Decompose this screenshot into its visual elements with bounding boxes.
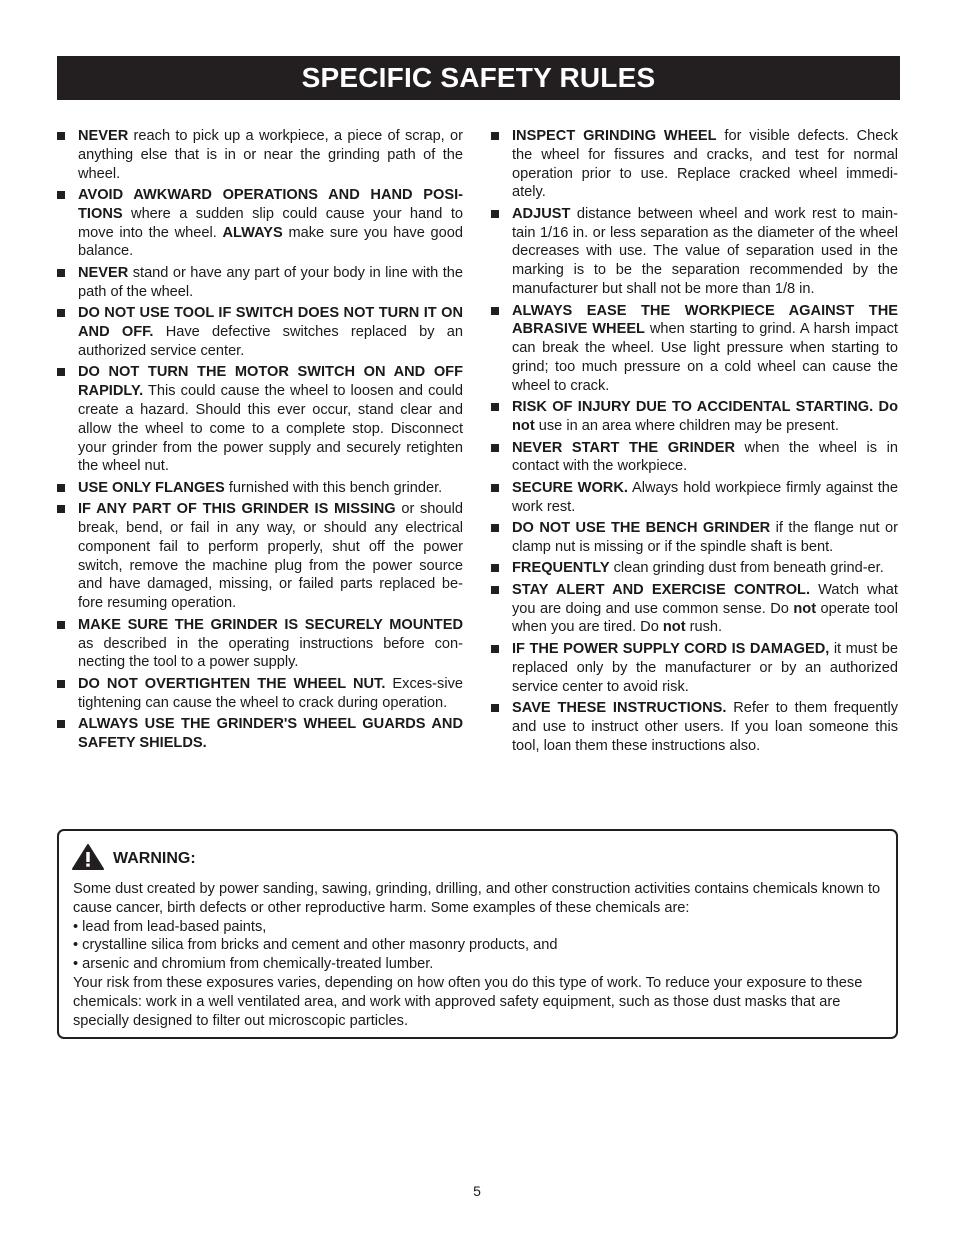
safety-rule-item [491, 640, 898, 696]
warning-item: • arsenic and chromium from chemically-treated lumber. [73, 956, 434, 973]
right-rules-list [491, 127, 898, 755]
square-bullet-icon [491, 704, 499, 712]
square-bullet-icon [491, 484, 499, 492]
safety-rule-item [491, 559, 898, 578]
square-bullet-icon [491, 586, 499, 594]
square-bullet-icon [491, 132, 499, 140]
rule-text: or should break, bend, or fail in any way, or should any electrical component fail to perform properly, shut off the power switch, remove the machine plug from the power source and have damaged, missing, or failed parts replaced be-fore resuming operation. [78, 501, 464, 612]
rule-emphasis: DO NOT OVERTIGHTEN THE WHEEL NUT. [78, 675, 386, 692]
rule-text: if the flange nut or clamp nut is missing or if the spindle shaft is bent. [512, 520, 898, 555]
square-bullet-icon [57, 680, 65, 688]
rule-text: This could cause the wheel to loosen and could create a hazard. Should this ever occur, stand clear and allow the wheel to come to a complete stop. Disconnect your grinder from the power supply and securely retighten the wheel nut. [78, 383, 463, 475]
square-bullet-icon [57, 269, 65, 277]
rule-text: make sure you have good balance. [78, 224, 463, 260]
warning-triangle-icon [71, 843, 105, 871]
safety-rule-item [57, 264, 463, 302]
rule-emphasis: DO NOT USE THE BENCH GRINDER [512, 520, 771, 537]
square-bullet-icon [491, 564, 499, 572]
rule-text: where a sudden slip could cause your hand to move into the wheel. [78, 205, 463, 241]
rule-emphasis: RISK OF INJURY DUE TO ACCIDENTAL STARTING. [512, 399, 874, 416]
rule-text: Always hold workpiece firmly against the work rest. [512, 479, 898, 515]
rule-text: reach to pick up a workpiece, a piece of scrap, or anything else that is in or near the grinding path of the wheel. [78, 128, 463, 182]
rule-text: Have defective switches replaced by an authorized service center. [78, 324, 463, 359]
warning-heading: WARNING: [113, 850, 196, 867]
square-bullet-icon [491, 307, 499, 315]
safety-rule-item [491, 581, 898, 637]
rule-emphasis: not [793, 600, 817, 617]
safety-rule-item [491, 439, 898, 477]
warning-outro: Your risk from these exposures varies, depending on how often you do this type of work. To reduce your exposure to these chemicals: work in a well ventilated area, and work with approved safety equipment, such as those dust masks that are specially designed to filter out microscopic particles. [73, 974, 863, 1029]
rule-text: it must be replaced only by the manufacturer or by an authorized service center to avoid risk. [512, 640, 898, 695]
rule-text: for visible defects. Check the wheel for fissures and cracks, and test for normal operation prior to use. Replace cracked wheel immedi-ately. [512, 128, 898, 201]
rule-text: as described in the operating instructions before con-necting the tool to a power supply. [78, 635, 463, 671]
title-bar [57, 56, 900, 100]
safety-rule-item [57, 616, 463, 672]
rule-text: operate tool when you are tired. Do [512, 600, 898, 636]
safety-rule-item [57, 479, 463, 498]
warning-header [71, 843, 196, 871]
rule-emphasis: USE ONLY FLANGES [78, 479, 225, 496]
safety-rule-item [491, 302, 898, 396]
safety-rule-item [57, 127, 463, 183]
rule-text: clean grinding dust from beneath grind-er. [609, 560, 884, 577]
rule-emphasis: DO NOT TURN THE MOTOR SWITCH ON AND OFF RAPIDLY. [78, 364, 463, 400]
page-title: SPECIFIC SAFETY RULES [301, 62, 656, 93]
safety-rule-item [491, 699, 898, 755]
right-column [491, 127, 898, 758]
rule-text: Exces-sive tightening can cause the wheel to crack during operation. [78, 675, 463, 711]
rule-text: when the wheel is in contact with the workpiece. [512, 439, 898, 475]
safety-rule-item [57, 304, 463, 360]
warning-item: • crystalline silica from bricks and cement and other masonry products, and [73, 937, 558, 954]
rule-text: distance between wheel and work rest to main-tain 1/16 in. or less separation as the diameter of the wheel decreases with use. The value of separation used in the marking is to be the separation recommended by the manufacturer but shall not be more than 1/8 in. [512, 205, 898, 298]
rule-emphasis: Do not [512, 399, 898, 435]
square-bullet-icon [491, 210, 499, 218]
rule-emphasis: ALWAYS [222, 224, 283, 241]
rule-emphasis: ALWAYS EASE THE WORKPIECE AGAINST THE ABRASIVE WHEEL [512, 302, 898, 338]
warning-item: • lead from lead-based paints, [73, 918, 267, 935]
rule-emphasis: MAKE SURE THE GRINDER IS SECURELY MOUNTED [78, 616, 463, 633]
rule-emphasis: AVOID AWKWARD OPERATIONS AND HAND POSI-TIONS [78, 187, 463, 222]
safety-rule-item [491, 398, 898, 436]
square-bullet-icon [57, 132, 65, 140]
warning-intro: Some dust created by power sanding, sawing, grinding, drilling, and other construction activities contains chemicals known to cause cancer, birth defects or other reproductive harm. Some examples of these chemicals are: [73, 881, 881, 916]
warning-body [73, 880, 888, 1030]
rule-text: use in an area where children may be present. [534, 418, 839, 435]
rule-emphasis: SAVE THESE INSTRUCTIONS. [512, 699, 727, 716]
square-bullet-icon [57, 191, 65, 199]
square-bullet-icon [491, 645, 499, 653]
safety-rule-item [57, 715, 463, 753]
safety-rule-item [57, 363, 463, 476]
rule-text: furnished with this bench grinder. [224, 479, 443, 496]
square-bullet-icon [491, 403, 499, 411]
left-column [57, 127, 463, 755]
rule-text: Watch what you are doing and use common sense. Do [512, 581, 898, 617]
safety-rule-item [491, 519, 898, 557]
rule-emphasis: NEVER [78, 264, 129, 281]
rule-text: stand or have any part of your body in line with the path of the wheel. [78, 264, 463, 300]
rule-emphasis: IF ANY PART OF THIS GRINDER IS MISSING [78, 501, 396, 518]
rule-text: Refer to them frequently and use to instruct other users. If you loan someone this tool, loan them these instructions also. [512, 699, 898, 754]
rule-emphasis: IF THE POWER SUPPLY CORD IS DAMAGED, [512, 640, 830, 657]
square-bullet-icon [57, 484, 65, 492]
square-bullet-icon [491, 524, 499, 532]
safety-rule-item [57, 500, 463, 613]
safety-rule-item [491, 479, 898, 517]
square-bullet-icon [57, 368, 65, 376]
left-rules-list [57, 127, 463, 753]
square-bullet-icon [491, 444, 499, 452]
safety-rule-item [57, 186, 463, 261]
rule-emphasis: INSPECT GRINDING WHEEL [512, 128, 717, 144]
safety-rule-item [491, 205, 898, 299]
rule-emphasis: DO NOT USE TOOL IF SWITCH DOES NOT TURN IT ON AND OFF. [78, 305, 463, 341]
rule-emphasis: NEVER START THE GRINDER [512, 439, 735, 456]
square-bullet-icon [57, 621, 65, 629]
rule-text: rush. [685, 619, 723, 636]
rule-emphasis: ADJUST [512, 205, 571, 222]
rule-emphasis: FREQUENTLY [512, 560, 610, 577]
rule-emphasis: NEVER [78, 128, 129, 144]
square-bullet-icon [57, 720, 65, 728]
safety-rule-item [491, 127, 898, 202]
rule-emphasis: not [662, 619, 686, 636]
warning-box [57, 829, 898, 1039]
rule-emphasis: ALWAYS USE THE GRINDER'S WHEEL GUARDS AND SAFETY SHIELDS. [78, 716, 463, 751]
square-bullet-icon [57, 309, 65, 317]
rule-emphasis: SECURE WORK. [512, 479, 628, 496]
rule-text: when starting to grind. A harsh impact can break the wheel. Use light pressure when starting to grind; too much pressure on a cold wheel can cause the wheel to crack. [512, 321, 898, 394]
square-bullet-icon [57, 505, 65, 513]
rule-emphasis: STAY ALERT AND EXERCISE CONTROL. [512, 581, 811, 598]
page-number: 5 [473, 1183, 481, 1199]
safety-rule-item [57, 675, 463, 713]
